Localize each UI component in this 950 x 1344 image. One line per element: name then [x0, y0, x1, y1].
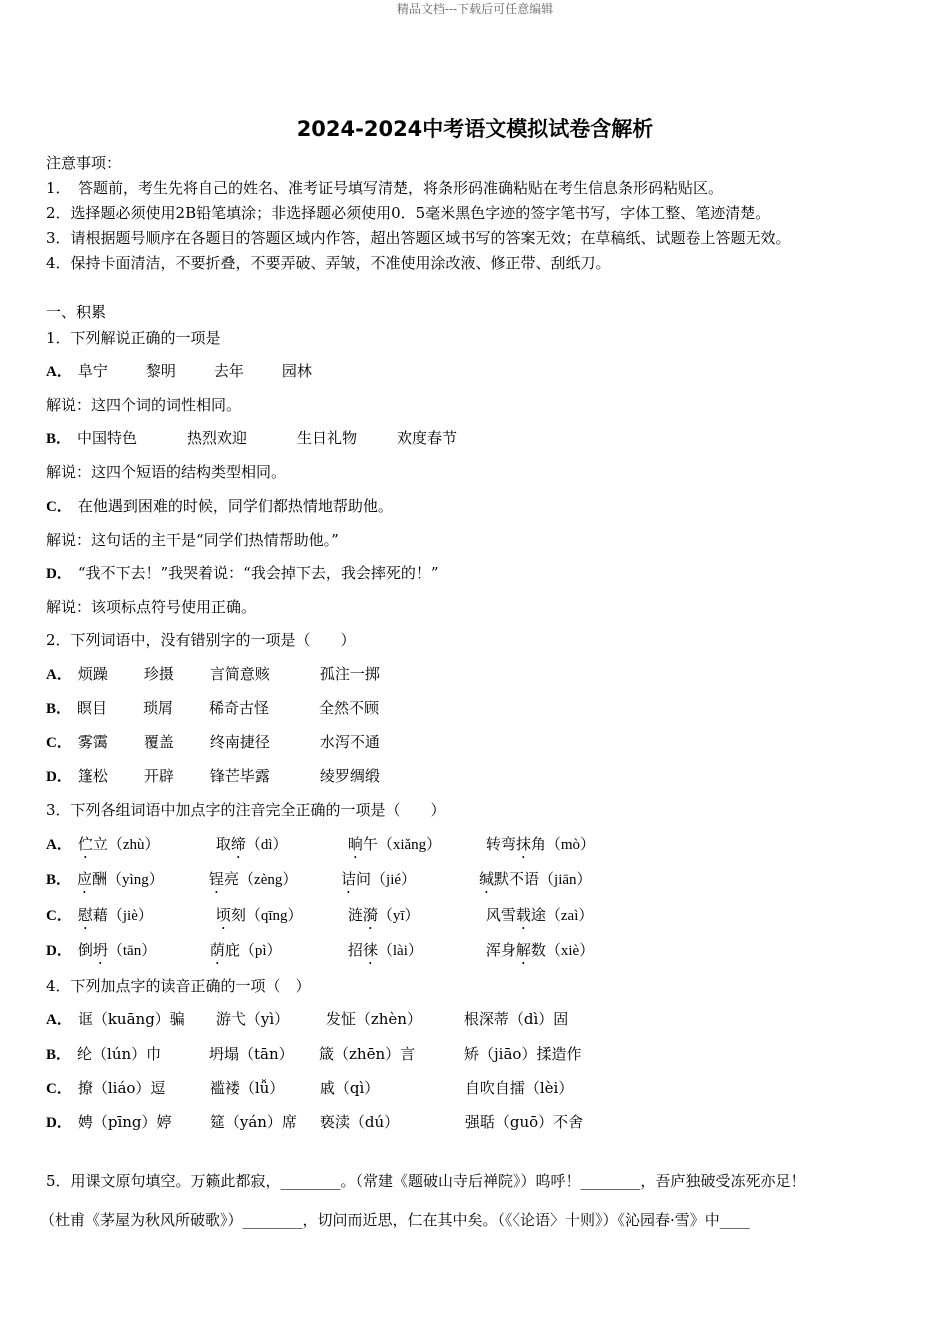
option-label: B． — [46, 1047, 72, 1063]
q3-stem: 3．下列各组词语中加点字的注音完全正确的一项是（ ） — [46, 801, 446, 819]
q3-option-b — [46, 868, 592, 897]
word: 珍摄 — [143, 665, 174, 683]
page-title: 2024-2024中考语文模拟试卷含解析 — [296, 117, 654, 141]
word: 去年 — [213, 362, 244, 380]
word: 水泻不通 — [319, 733, 380, 751]
q2-option-b — [46, 697, 379, 718]
q3-option-d — [46, 939, 594, 968]
option-label: D． — [46, 1115, 72, 1131]
word: 戚（qì） — [319, 1079, 380, 1097]
option-text: 在他遇到困难的时候，同学们都热情地帮助他。 — [77, 497, 393, 515]
q4-option-d — [46, 1111, 583, 1132]
word: 热烈欢迎 — [187, 429, 248, 447]
word: 倒坍（tān） — [77, 943, 157, 959]
word: 取缔（dì） — [215, 837, 288, 853]
word: 褴褛（lǚ） — [209, 1079, 285, 1097]
word: 根深蒂（dì）固 — [463, 1010, 569, 1028]
word: 终南捷径 — [209, 733, 270, 751]
word: 筵（yán）席 — [209, 1113, 297, 1131]
word: 诓（kuāng）骗 — [77, 1010, 185, 1028]
word: 言简意赅 — [209, 665, 270, 683]
note-item: 3．请根据题号顺序在各题目的答题区域内作答，超出答题区域书写的答案无效；在草稿纸、试题卷上答题无效。 — [46, 229, 791, 247]
option-label: B． — [46, 701, 72, 717]
q2-stem: 2．下列词语中，没有错别字的一项是（ ） — [46, 631, 356, 649]
word: 亵渎（dú） — [319, 1113, 400, 1131]
word: 阜宁 — [77, 362, 108, 380]
word: 荫庇（pì） — [209, 943, 282, 959]
q4-option-b — [46, 1043, 581, 1064]
word: 娉（pīng）婷 — [77, 1113, 172, 1131]
note-item: 1． 答题前，考生先将自己的姓名、准考证号填写清楚，将条形码准确粘贴在考生信息条形码粘贴区。 — [46, 179, 724, 197]
word: 琐屑 — [143, 699, 174, 717]
option-label: C． — [46, 499, 72, 515]
word: 慰藉（jiè） — [77, 908, 153, 924]
word: 开辟 — [143, 767, 174, 785]
option-label: A． — [46, 837, 72, 853]
word: 转弯抹角（mò） — [485, 837, 596, 853]
word: 欢度春节 — [397, 429, 458, 447]
option-label: A． — [46, 667, 72, 683]
option-label: B． — [46, 431, 72, 447]
note-item: 2．选择题必须使用2B铅笔填涂；非选择题必须使用0．5毫米黑色字迹的签字笔书写，字体工整、笔迹清楚。 — [46, 204, 771, 222]
word: 孤注一掷 — [319, 665, 380, 683]
q1-option-d — [46, 562, 439, 583]
word: 烦躁 — [77, 665, 108, 683]
word: 锋芒毕露 — [209, 767, 270, 785]
q1-option-b — [46, 427, 457, 448]
q5-line: 5．用课文原句填空。万籁此都寂，________。（常建《题破山寺后禅院》）呜呼！________，吾庐独破受冻死亦足！ — [46, 1172, 806, 1190]
word: 招徕（lài） — [347, 943, 423, 959]
word: 撩（liáo）逗 — [77, 1079, 166, 1097]
q1-stem: 1．下列解说正确的一项是 — [46, 329, 221, 347]
option-label: C． — [46, 908, 72, 924]
word: 浑身解数（xiè） — [485, 943, 595, 959]
option-label: D． — [46, 769, 72, 785]
q1-explanation-c: 解说：这句话的主干是“同学们热情帮助他。” — [46, 531, 339, 549]
q2-option-c — [46, 731, 380, 752]
notes-heading: 注意事项： — [46, 154, 122, 172]
q3-option-c — [46, 904, 593, 933]
word: 风雪载途（zaì） — [485, 908, 594, 924]
word: 稀奇古怪 — [209, 699, 270, 717]
word: 雾霭 — [77, 733, 108, 751]
q1-explanation-a: 解说：这四个词的词性相同。 — [46, 396, 242, 414]
word: 篷松 — [77, 767, 108, 785]
q1-option-a — [46, 360, 312, 381]
word: 诘问（jié） — [341, 872, 417, 888]
word: 涟漪（yī） — [347, 908, 420, 924]
word: 黎明 — [145, 362, 176, 380]
word: 强聒（guō）不舍 — [464, 1113, 584, 1131]
word: 纶（lún）巾 — [77, 1045, 162, 1063]
word: 覆盖 — [143, 733, 174, 751]
q4-stem: 4．下列加点字的读音正确的一项（ ） — [46, 977, 311, 995]
option-label: C． — [46, 735, 72, 751]
word: 中国特色 — [77, 429, 138, 447]
q5-line: （杜甫《茅屋为秋风所破歌》）________，切问而近思，仁在其中矣。（《〈论语〉十则》）《沁园春·雪》中____ — [40, 1211, 750, 1229]
option-label: C． — [46, 1081, 72, 1097]
word: 生日礼物 — [297, 429, 358, 447]
word: 晌午（xiǎng） — [347, 837, 442, 853]
option-label: B． — [46, 872, 72, 888]
q1-explanation-b: 解说：这四个短语的结构类型相同。 — [46, 463, 287, 481]
word: 自吹自擂（lèi） — [464, 1079, 574, 1097]
note-item: 4．保持卡面清洁，不要折叠，不要弄破、弄皱，不准使用涂改液、修正带、刮纸刀。 — [46, 254, 611, 272]
word: 园林 — [281, 362, 312, 380]
q4-option-a — [46, 1008, 568, 1029]
q4-option-c — [46, 1077, 573, 1098]
word: 缄默不语（jiān） — [479, 872, 592, 888]
word: 坍塌（tān） — [209, 1045, 294, 1063]
word: 全然不顾 — [319, 699, 380, 717]
q3-option-a — [46, 833, 595, 862]
option-label: D． — [46, 566, 72, 582]
option-text: “我不下去！”我哭着说：“我会掉下去，我会摔死的！” — [77, 564, 439, 582]
word: 应酬（yìng） — [77, 872, 164, 888]
q1-option-c — [46, 495, 393, 516]
option-label: D． — [46, 943, 72, 959]
q2-option-d — [46, 765, 380, 786]
section-heading: 一、积累 — [46, 303, 107, 321]
word: 绫罗绸缎 — [319, 767, 380, 785]
page-header: 精品文档---下载后可任意编辑 — [396, 2, 554, 16]
word: 矫（jiāo）揉造作 — [464, 1045, 582, 1063]
word: 发怔（zhèn） — [325, 1010, 422, 1028]
q1-explanation-d: 解说：该项标点符号使用正确。 — [46, 598, 257, 616]
word: 箴（zhēn）言 — [319, 1045, 416, 1063]
option-label: A． — [46, 364, 72, 380]
word: 游弋（yì） — [215, 1010, 290, 1028]
word: 锃亮（zèng） — [209, 872, 298, 888]
word: 顷刻（qīng） — [215, 908, 303, 924]
q2-option-a — [46, 663, 380, 684]
option-label: A． — [46, 1012, 72, 1028]
word: 瞑目 — [77, 699, 108, 717]
word: 伫立（zhù） — [77, 837, 160, 853]
